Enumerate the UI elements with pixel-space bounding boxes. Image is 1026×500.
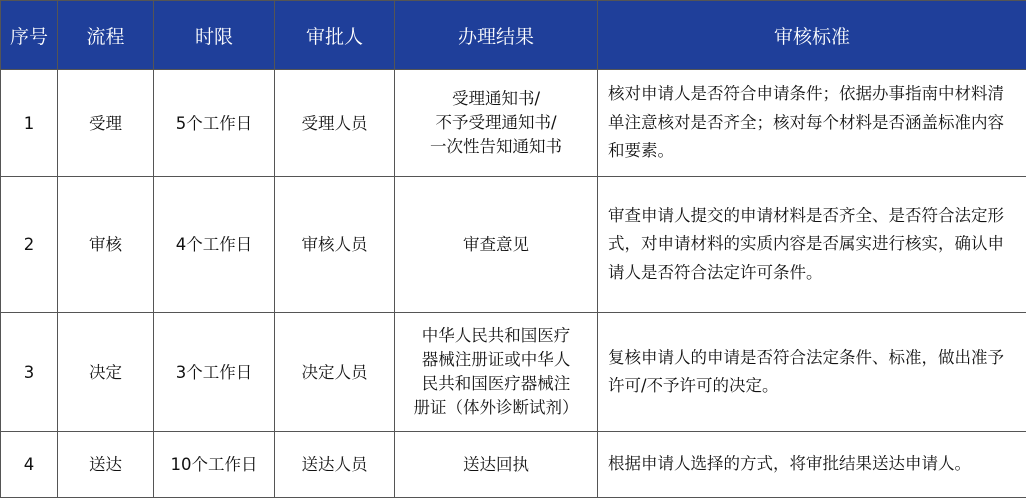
cell-serial-no: 1 (1, 70, 58, 177)
header-row (1, 1, 1026, 70)
cell-result (395, 432, 598, 498)
cell-result (395, 70, 598, 177)
cell-process: 受理 (58, 70, 154, 177)
cell-process: 决定 (58, 313, 154, 432)
cell-process: 送达 (58, 432, 154, 498)
result-line: 不予受理通知书/ (435, 113, 557, 132)
cell-result (395, 177, 598, 313)
result-line: 受理通知书/ (451, 89, 541, 108)
cell-approver: 决定人员 (275, 313, 395, 432)
result-line: 册证（体外诊断试剂） (413, 398, 579, 417)
table-row (1, 313, 1026, 432)
cell-serial-no: 3 (1, 313, 58, 432)
header-process: 流程 (58, 1, 154, 70)
cell-time-limit: 5个工作日 (154, 70, 275, 177)
cell-serial-no: 4 (1, 432, 58, 498)
table-row (1, 70, 1026, 177)
cell-time-limit: 4个工作日 (154, 177, 275, 313)
table-row (1, 177, 1026, 313)
cell-approver: 审核人员 (275, 177, 395, 313)
cell-standard: 复核申请人的申请是否符合法定条件、标准，做出准予许可/不予许可的决定。 (598, 313, 1026, 432)
result-line: 送达回执 (463, 454, 529, 474)
cell-time-limit: 10个工作日 (154, 432, 275, 498)
result-line: 审查意见 (463, 234, 529, 254)
header-serial-no: 序号 (1, 1, 58, 70)
cell-process: 审核 (58, 177, 154, 313)
cell-time-limit: 3个工作日 (154, 313, 275, 432)
cell-result (395, 313, 598, 432)
header-result: 办理结果 (395, 1, 598, 70)
cell-approver: 送达人员 (275, 432, 395, 498)
cell-approver: 受理人员 (275, 70, 395, 177)
result-line: 器械注册证或中华人 (421, 350, 571, 369)
header-standard: 审核标准 (598, 1, 1026, 70)
cell-standard: 根据申请人选择的方式，将审批结果送达申请人。 (598, 432, 1026, 498)
cell-standard: 核对申请人是否符合申请条件；依据办事指南中材料清单注意核对是否齐全；核对每个材料是否涵盖标准内容和要素。 (598, 70, 1026, 177)
result-line: 民共和国医疗器械注 (421, 374, 571, 393)
result-line: 一次性告知通知书 (430, 137, 562, 156)
header-time-limit: 时限 (154, 1, 275, 70)
result-line: 中华人民共和国医疗 (421, 326, 571, 345)
cell-serial-no: 2 (1, 177, 58, 313)
cell-standard: 审查申请人提交的申请材料是否齐全、是否符合法定形式，对申请材料的实质内容是否属实进行核实，确认申请人是否符合法定许可条件。 (598, 177, 1026, 313)
table-row (1, 432, 1026, 498)
header-approver: 审批人 (275, 1, 395, 70)
